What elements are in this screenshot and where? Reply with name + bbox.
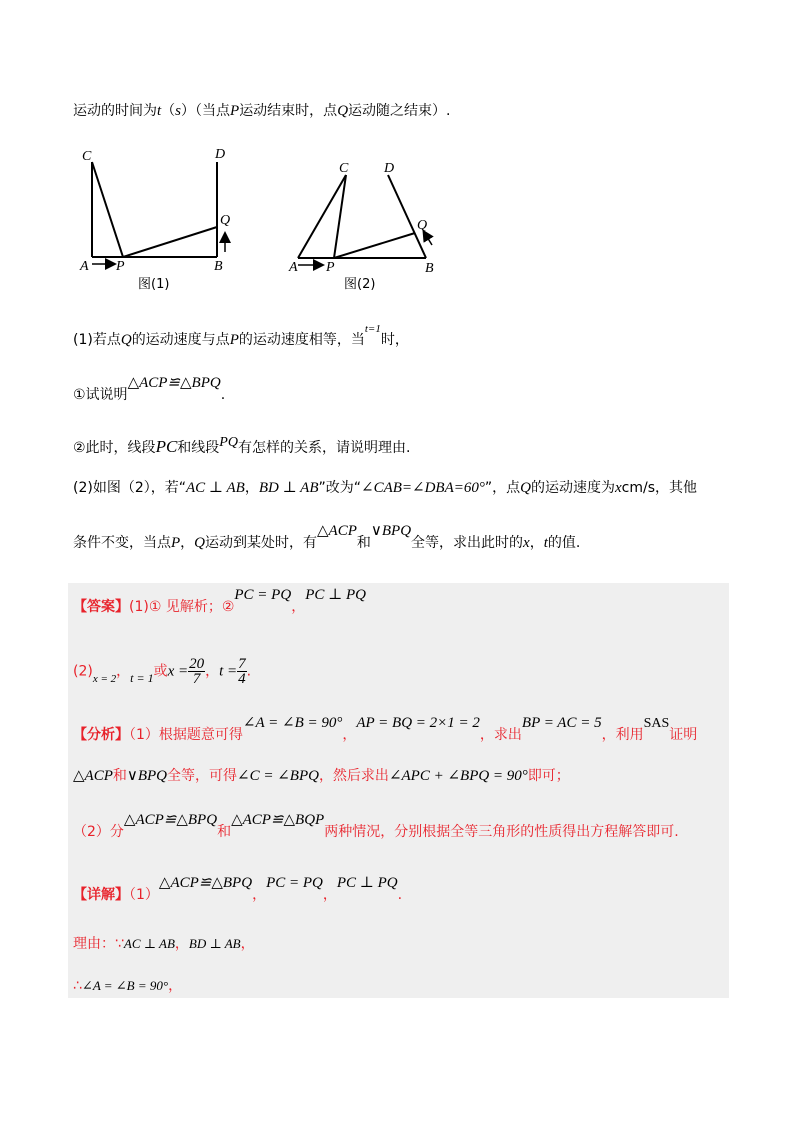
comma: ， — [252, 887, 267, 903]
q2-text: 的运动速度为 — [530, 480, 615, 496]
answer-t-eq: t = — [219, 663, 238, 680]
analysis-text: 和 — [217, 824, 232, 840]
expr-ap-bq: AP = BQ = 2×1 = 2 — [356, 715, 480, 731]
segment-cp-2 — [334, 175, 346, 258]
var-t: t — [543, 535, 548, 551]
label-c: C — [82, 149, 92, 164]
analysis-text: （2）分 — [73, 824, 124, 840]
answer-text: (2) — [73, 663, 93, 680]
expr-angles-90: ∠A = ∠B = 90° — [242, 715, 343, 731]
period: . — [397, 887, 403, 903]
sas: SAS — [643, 716, 670, 731]
comma: ， — [322, 887, 337, 903]
label-d-2: D — [384, 161, 395, 176]
comma: ， — [291, 599, 306, 615]
q1-text: 时， — [380, 332, 409, 348]
label-d: D — [215, 147, 226, 162]
analysis-text: （1）根据题意可得 — [129, 727, 243, 743]
detail-text: 理由：∵ — [73, 936, 124, 952]
fraction-t — [237, 657, 247, 686]
detail-line-3 — [73, 976, 182, 996]
comma: ， — [244, 480, 259, 496]
q2b-text: 全等，求出此时的 — [411, 535, 524, 551]
triangle-bpq: ∨BPQ — [370, 523, 412, 539]
q1-text: 的运动速度相等，当 — [238, 332, 365, 348]
answer-tag: 【答案】 — [73, 599, 129, 615]
q1-text: (1)若点 — [73, 332, 121, 348]
comma: ， — [174, 936, 189, 952]
segment-cp — [92, 162, 123, 257]
caption-fig2: 图(2) — [344, 277, 376, 292]
q1b-text: 有怎样的关系，请说明理由. — [237, 440, 411, 456]
answer-expr-perp: PC ⊥ PQ — [305, 587, 366, 603]
var-x: x — [614, 480, 622, 496]
analysis-text: ，利用 — [601, 727, 644, 743]
congruence-2: △ACP≌△BQP — [231, 812, 325, 828]
var-q: Q — [194, 535, 206, 551]
label-p: P — [116, 259, 125, 274]
comma: ， — [116, 663, 131, 680]
label-b-2: B — [425, 261, 434, 276]
triangle-acp: △ACP — [317, 523, 357, 539]
figure-2 — [298, 175, 432, 265]
analysis-text: 全等，可得 — [167, 768, 238, 784]
q2-text: (2)如图（2），若“ — [73, 480, 186, 496]
comma: ， — [180, 535, 195, 551]
triangle-acp: △ACP — [73, 768, 113, 784]
analysis-line-3 — [73, 812, 679, 842]
expr-ac-ab: AC ⊥ AB — [123, 936, 175, 951]
intro-text: 运动随之结束）. — [348, 103, 451, 119]
answer-expr-pc-pq: PC = PQ — [234, 587, 292, 603]
answer-text: 或 — [153, 663, 168, 680]
comma: ， — [529, 535, 544, 551]
label-q: Q — [220, 213, 231, 228]
var-x: x — [523, 535, 530, 551]
expr-perp: PC ⊥ PQ — [336, 875, 398, 891]
figure-1 — [92, 162, 225, 264]
var-t: t — [157, 103, 162, 119]
fraction-numerator: 20 — [189, 656, 205, 672]
label-a-2: A — [289, 260, 298, 275]
q2b-text: 运动到某处时，有 — [205, 535, 318, 551]
question-1 — [73, 323, 409, 351]
detail-text: ∴ — [73, 978, 82, 994]
segment-pq: PQ — [219, 435, 238, 450]
answer-t-1: t = 1 — [130, 670, 154, 685]
analysis-line-1 — [73, 715, 698, 746]
question-1a — [73, 375, 226, 405]
expr-angle-c: ∠C = ∠BPQ — [237, 768, 319, 784]
analysis-text: 和 — [112, 768, 127, 784]
var-p: P — [229, 332, 239, 348]
question-2 — [73, 478, 697, 498]
segment-pc: PC — [155, 437, 178, 456]
segment-pq — [123, 227, 217, 257]
analysis-tag: 【分析】 — [73, 727, 129, 743]
intro-text: 运动结束时，点 — [239, 103, 338, 119]
comma: ， — [168, 978, 183, 994]
detail-tag: 【详解】 — [73, 887, 129, 903]
answer-line-1 — [73, 587, 366, 617]
var-s: s — [175, 103, 182, 119]
analysis-text: 即可； — [527, 768, 570, 784]
condition-t: t=1 — [364, 323, 381, 335]
detail-line-2 — [73, 934, 255, 954]
var-p: P — [171, 535, 181, 551]
condition-bd-ab: BD ⊥ AB — [258, 480, 319, 496]
fraction-numerator: 7 — [238, 656, 246, 672]
segment-bd-2 — [388, 175, 426, 258]
q1b-text: 和线段 — [177, 440, 220, 456]
expr-pc-pq: PC = PQ — [266, 875, 323, 891]
comma: ， — [240, 936, 255, 952]
q2-text: ”，点 — [484, 480, 521, 496]
comma: ， — [205, 663, 220, 680]
q1a-text: ①试说明 — [73, 387, 128, 403]
detail-text: （1） — [129, 887, 159, 903]
segment-pq-2 — [334, 233, 415, 258]
q2-text: ”改为“ — [318, 480, 361, 496]
geometry-figures — [70, 140, 450, 300]
detail-line-1 — [73, 875, 403, 905]
analysis-text: 证明 — [669, 727, 698, 743]
label-a: A — [80, 259, 89, 274]
period: . — [246, 663, 252, 680]
fraction-denominator: 7 — [192, 671, 201, 687]
label-c-2: C — [339, 161, 349, 176]
paren: （ — [161, 103, 176, 119]
var-p: P — [230, 103, 240, 119]
q1-text: 的运动速度与点 — [131, 332, 230, 348]
caption-fig1: 图(1) — [138, 277, 170, 292]
q2b-text: 和 — [356, 535, 371, 551]
analysis-text: ，求出 — [479, 727, 522, 743]
condition-ac-ab: AC ⊥ AB — [186, 480, 245, 496]
intro-text: 运动的时间为 — [73, 103, 157, 119]
label-q-2: Q — [417, 218, 428, 233]
answer-line-2 — [73, 657, 251, 686]
analysis-text: ，然后求出 — [318, 768, 389, 784]
label-b: B — [214, 259, 223, 274]
comma: ， — [342, 727, 357, 743]
analysis-line-2 — [73, 766, 570, 786]
q1a-text: . — [220, 387, 226, 403]
expr-bp-ac: BP = AC = 5 — [521, 715, 602, 731]
answer-x-eq: x = — [167, 663, 189, 680]
answer-text: (1)① 见解析；② — [129, 599, 235, 615]
intro-text: ）（当点 — [181, 103, 231, 119]
var-q: Q — [120, 332, 132, 348]
var-q: Q — [520, 480, 531, 496]
fraction-x — [188, 657, 205, 686]
question-1b — [73, 437, 410, 459]
q1b-text: ②此时，线段 — [73, 440, 156, 456]
condition-angles: ∠CAB=∠DBA=60° — [361, 480, 485, 496]
expr-angle-sum: ∠APC + ∠BPQ = 90° — [388, 768, 528, 784]
expr-angles-90: ∠A = ∠B = 90° — [81, 978, 169, 993]
q2b-text: 条件不变，当点 — [73, 535, 171, 551]
label-p-2: P — [326, 260, 335, 275]
fraction-denominator: 4 — [238, 671, 246, 687]
var-q: Q — [337, 103, 349, 119]
q2b-text: 的值. — [547, 535, 581, 551]
question-2b — [73, 523, 581, 553]
segment-ac-2 — [298, 175, 346, 258]
arrow-q-2 — [424, 232, 432, 245]
congruence-1: △ACP≌△BPQ — [123, 812, 218, 828]
analysis-text: 两种情况，分别根据全等三角形的性质得出方程解答即可. — [324, 824, 679, 840]
triangle-bpq: ∨BPQ — [126, 768, 168, 784]
intro-line — [73, 101, 450, 121]
expr-bd-ab: BD ⊥ AB — [188, 936, 241, 951]
congruence-expr: △ACP≌△BPQ — [127, 375, 221, 391]
congruence-expr: △ACP≌△BPQ — [158, 875, 253, 891]
q2-text: cm/s，其他 — [621, 480, 698, 496]
answer-x-2: x = 2 — [92, 672, 117, 685]
